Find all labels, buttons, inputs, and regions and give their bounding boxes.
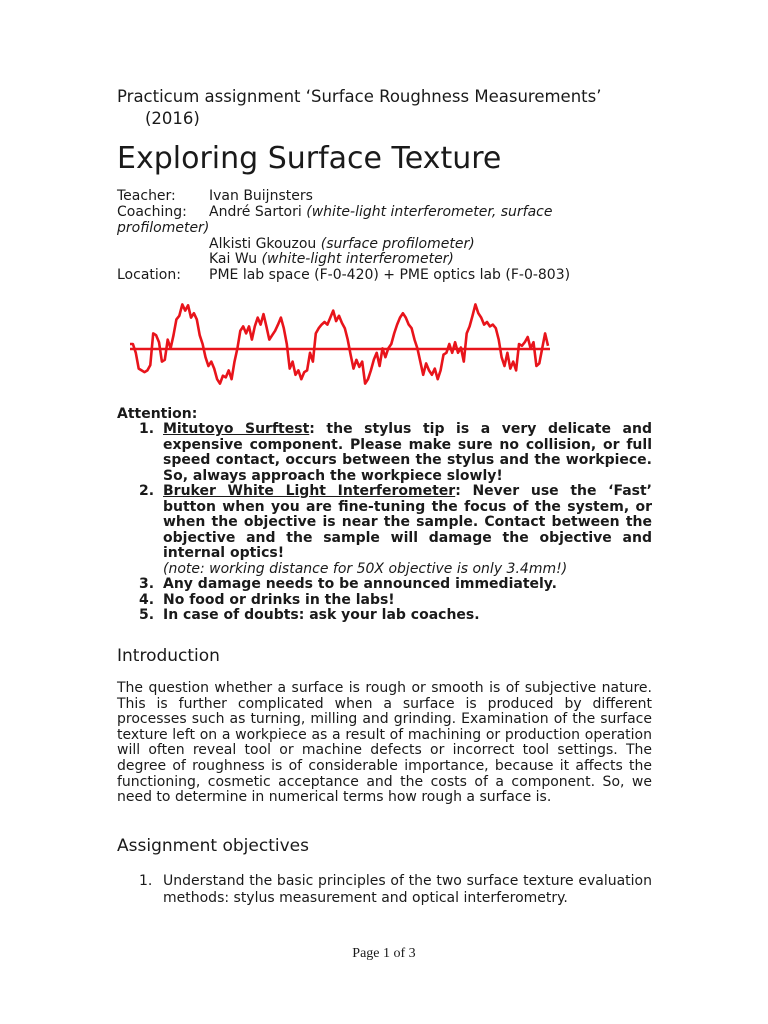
- attention-item: [117, 484, 652, 577]
- attention-item-text: Any damage needs to be announced immediately.: [163, 576, 557, 592]
- objectives-heading: Assignment objectives: [117, 836, 309, 856]
- attention-item: [117, 422, 652, 484]
- attention-item-text: No food or drinks in the labs!: [163, 591, 395, 608]
- staff-info-block: [117, 189, 657, 289]
- objective-item-text: Understand the basic principles of the two surface texture evaluation methods: stylus measurement and optical interferometry.: [163, 873, 652, 906]
- objective-item-number: 1.: [139, 873, 153, 889]
- attention-item-text: : Never use the ‘Fast’ button when you are fine-tuning the focus of the system, or when the objective is near the sample. Contact between the objective and the sample will damage the objective and internal optics!: [163, 483, 652, 561]
- surface-profile-figure: [126, 296, 552, 392]
- attention-list: [117, 422, 652, 624]
- attention-item: [117, 593, 652, 609]
- attention-item: [117, 608, 652, 624]
- coach-3-name: Kai Wu: [209, 251, 258, 267]
- coach-2-role: (surface profilometer): [320, 236, 475, 252]
- roughness-profile-line: [130, 304, 548, 383]
- attention-item-number: 4.: [139, 591, 155, 608]
- document-title: Exploring Surface Texture: [117, 141, 502, 176]
- teacher-label: Teacher:: [117, 188, 176, 204]
- subtitle-line-2: (2016): [145, 109, 200, 128]
- objectives-list: [117, 873, 652, 906]
- coach-3-role: (white-light interferometer): [261, 251, 454, 267]
- coaching-label: Coaching:: [117, 204, 187, 220]
- location-label: Location:: [117, 267, 181, 283]
- attention-item-number: 2.: [139, 483, 155, 499]
- attention-item-lead: Bruker White Light Interferometer: [163, 483, 456, 499]
- objective-item: [117, 873, 652, 906]
- coach-1-role-continued: profilometer): [117, 220, 210, 236]
- attention-item: [117, 577, 652, 593]
- assignment-subtitle: [117, 86, 657, 130]
- coach-1: [209, 205, 553, 221]
- attention-item-note: (note: working distance for 50X objective is only 3.4mm!): [163, 560, 568, 577]
- page-number: Page 1 of 3: [352, 946, 416, 961]
- attention-item-number: 1.: [139, 421, 155, 437]
- coach-1-role: (white-light interferometer, surface: [306, 204, 553, 220]
- attention-item-lead: Mitutoyo Surftest: [163, 421, 310, 437]
- attention-item-text: : the stylus tip is a very delicate and expensive component. Please make sure no collision, or full speed contact, occurs between the stylus and the workpiece. So, always approach the workpiece slowly!: [163, 421, 652, 484]
- coach-1-name: André Sartori: [209, 204, 302, 220]
- teacher-value: Ivan Buijnsters: [209, 188, 313, 204]
- attention-item-number: 3.: [139, 576, 155, 592]
- subtitle-line-1: Practicum assignment ‘Surface Roughness Measurements’: [117, 87, 602, 106]
- introduction-paragraph: The question whether a surface is rough or smooth is of subjective nature. This is further complicated when a surface is produced by different processes such as turning, milling and grinding. Examination of the surface texture left on a workpiece as a result of machining or production operation will often reveal tool or machine defects or incorrect tool settings. The degree of roughness is of considerable importance, because it affects the functioning, cosmetic acceptance and the costs of a component. So, we need to determine in numerical terms how rough a surface is.: [117, 680, 652, 806]
- coach-3: [209, 252, 454, 268]
- introduction-heading: Introduction: [117, 646, 220, 666]
- attention-item-text: In case of doubts: ask your lab coaches.: [163, 607, 480, 623]
- coach-2-name: Alkisti Gkouzou: [209, 236, 317, 252]
- location-value: PME lab space (F-0-420) + PME optics lab (F-0-803): [209, 267, 571, 283]
- attention-heading: Attention:: [117, 406, 198, 422]
- attention-item-number: 5.: [139, 607, 155, 623]
